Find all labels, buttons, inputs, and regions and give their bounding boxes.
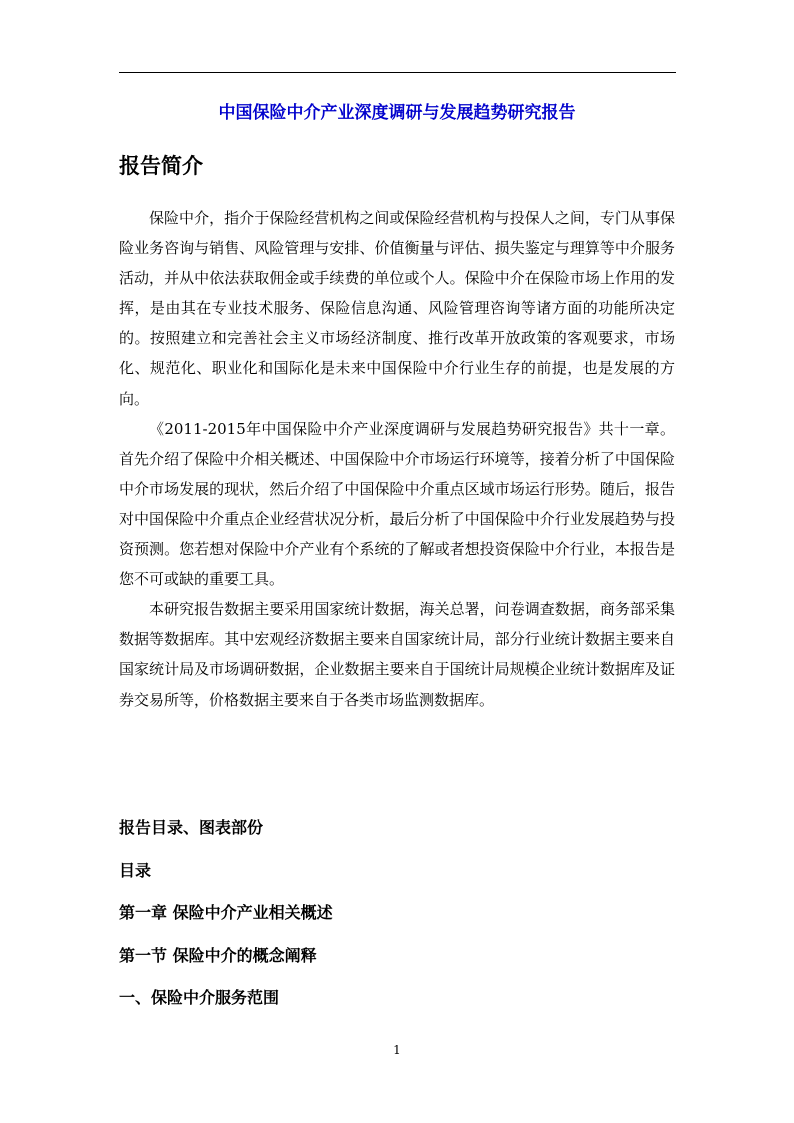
toc-section-1: 第一节 保险中介的概念阐释 [119,945,317,965]
paragraph-data-sources: 本研究报告数据主要采用国家统计数据，海关总署，问卷调查数据，商务部采集数据等数据库。其中宏观经济数据主要来自国家统计局，部分行业统计数据主要来自国家统计局及市场调研数据，企业数据主要来自于国统计局规模企业统计数据库及证券交易所等，价格数据主要来自于各类市场监测数据库。 [119,600,675,709]
document-title: 中国保险中介产业深度调研与发展趋势研究报告 [218,103,576,123]
table-of-contents [119,814,679,1027]
page-number: 1 [393,1043,401,1057]
toc-subsection-1: 一、保险中介服务范围 [119,988,280,1007]
paragraph-report-overview: 《2011-2015年中国保险中介产业深度调研与发展趋势研究报告》共十一章。首先介绍了保险中介相关概述、中国保险中介市场运行环境等，接着分析了中国保险中介市场发展的现状，然后介绍了中国保险中介重点区域市场运行形势。随后，报告对中国保险中介重点企业经营状况分析，最后分析了中国保险中介行业发展趋势与投资预测。您若想对保险中介产业有个系统的了解或者想投资保险中介行业，本报告是您不可或缺的重要工具。 [119,419,675,589]
section-heading: 报告简介 [119,153,203,178]
toc-heading: 报告目录、图表部份 [119,818,264,837]
report-intro-body [119,203,675,715]
toc-label: 目录 [119,860,152,880]
paragraph-definition: 保险中介，指介于保险经营机构之间或保险经营机构与投保人之间，专门从事保险业务咨询与销售、风险管理与安排、价值衡量与评估、损失鉴定与理算等中介服务活动，并从中依法获取佣金或手续费的单位或个人。保险中介在保险市场上作用的发挥，是由其在专业技术服务、保险信息沟通、风险管理咨询等诸方面的功能所决定的。按照建立和完善社会主义市场经济制度、推行改革开放政策的客观要求，市场化、规范化、职业化和国际化是未来中国保险中介行业生存的前提，也是发展的方向。 [119,209,675,408]
header-rule [119,72,676,73]
toc-chapter-1: 第一章 保险中介产业相关概述 [119,903,333,922]
